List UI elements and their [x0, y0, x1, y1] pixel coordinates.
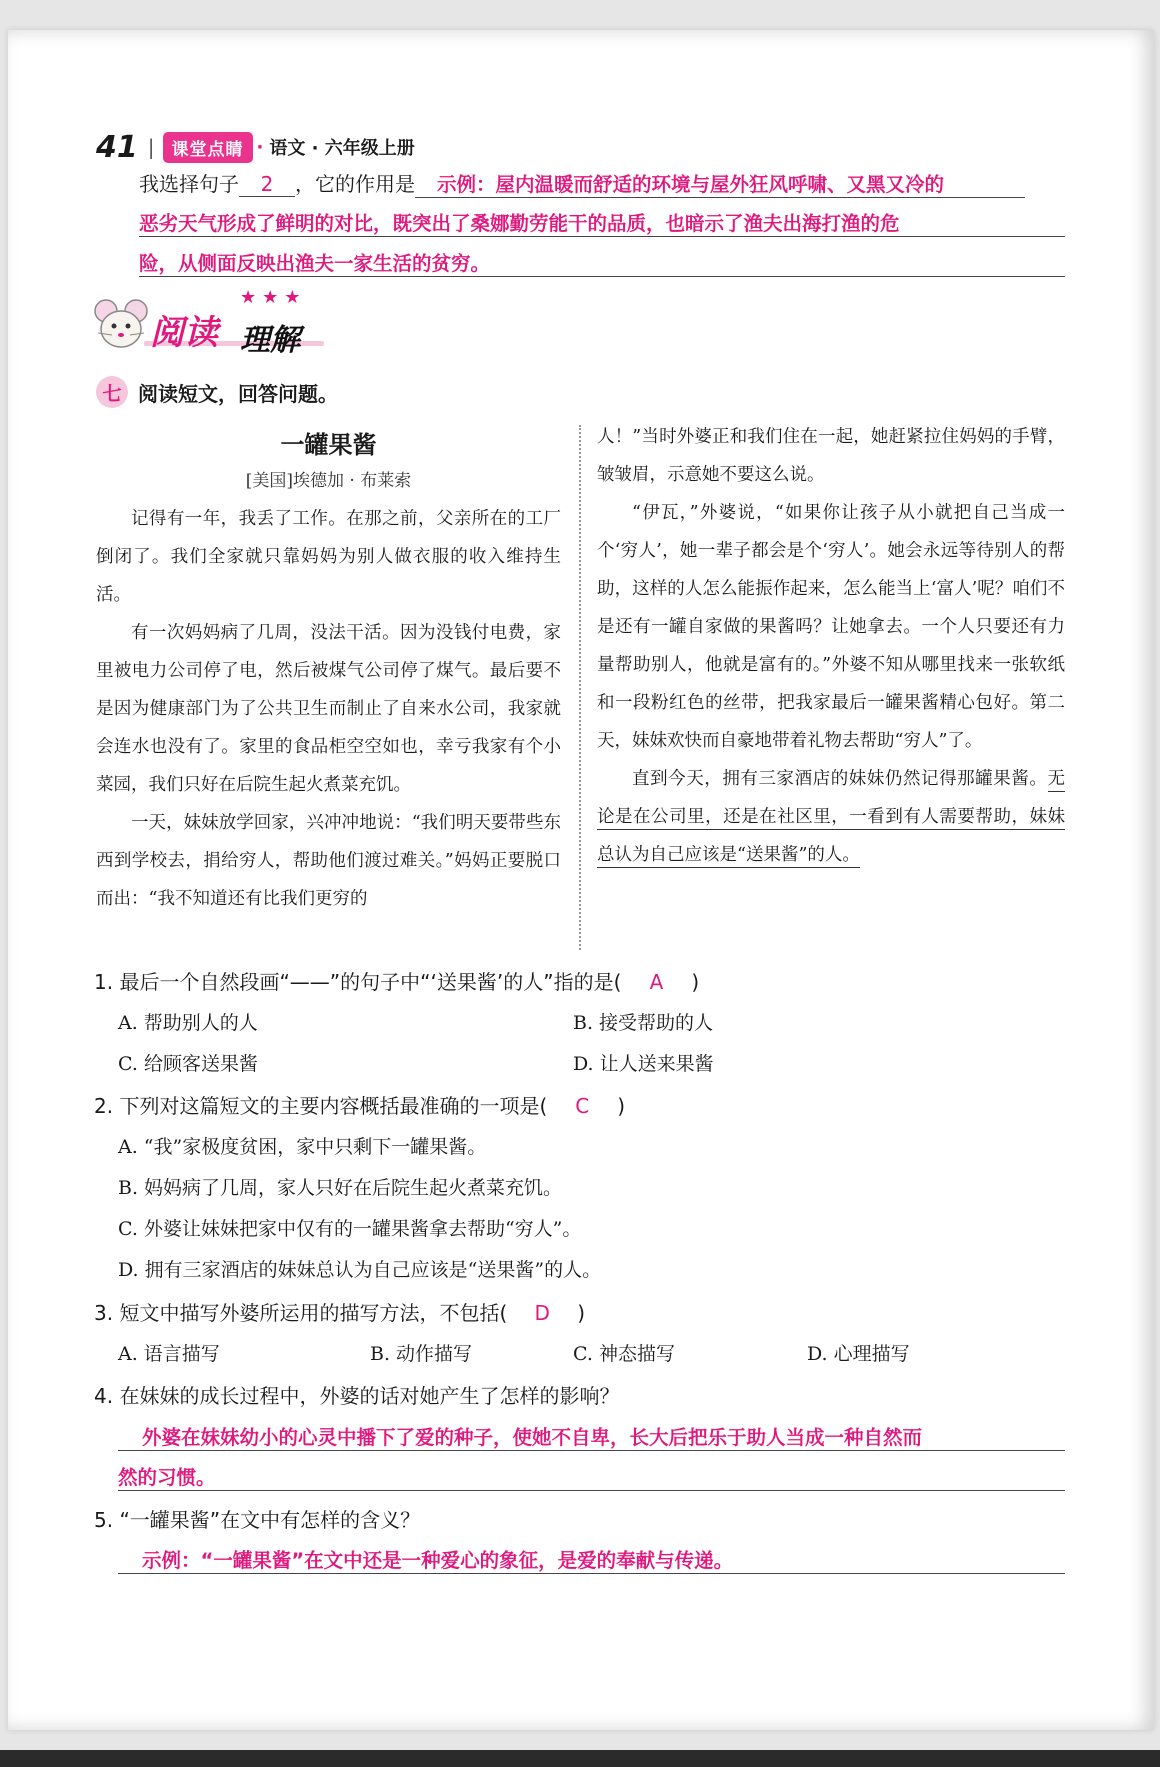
question-3: [94, 1297, 585, 1326]
question-4-text: 4. 在妹妹的成长过程中，外婆的话对她产生了怎样的影响？: [94, 1384, 620, 1408]
mouse-mascot-icon: [92, 295, 152, 355]
header-dot: ·: [256, 136, 264, 158]
top-answer-choice: 2: [239, 172, 295, 197]
question-4-answer-line1: 外婆在妹妹幼小的心灵中播下了爱的种子，使她不自卑，长大后把乐于助人当成一种自然而: [118, 1422, 1065, 1451]
question-5-answer-line1: 示例：“一罐果酱”在文中还是一种爱心的象征，是爱的奉献与传递。: [118, 1545, 1065, 1574]
question-3-close: ): [577, 1301, 586, 1325]
column-divider: [579, 425, 581, 950]
question-block-number: 七: [96, 376, 128, 408]
question-2-option-b: B. 妈妈病了几周，家人只好在后院生起火煮菜充饥。: [118, 1177, 563, 1199]
article-last-paragraph: [597, 760, 1065, 874]
article-paragraph: 有一次妈妈病了几周，没法干活。因为没钱付电费，家里被电力公司停了电，然后被煤气公司停了煤气。最后要不是因为健康部门为了公共卫生而制止了自来水公司，我家就会连水也没有了。家里的食品柜空空如也，幸亏我家有个小菜园，我们只好在后院生起火煮菜充饥。: [96, 623, 561, 795]
article-paragraph-continued: 人！”当时外婆正和我们住在一起，她赶紧拉住妈妈的手臂，皱皱眉，示意她不要这么说。: [597, 427, 1065, 485]
question-3-option-a: A. 语言描写: [118, 1343, 220, 1365]
difficulty-stars: ★★★: [240, 287, 307, 308]
question-2-close: ): [617, 1094, 626, 1118]
header-separator: |: [147, 135, 155, 159]
last-paragraph-start: 直到今天，拥有三家酒店的妹妹仍然记得那罐果酱。: [632, 769, 1048, 789]
question-1-text: 1. 最后一个自然段画“——”的句子中“‘送果酱’的人”指的是(: [94, 970, 622, 994]
question-3-option-c: C. 神态描写: [573, 1343, 675, 1365]
question-2-option-a: A. “我”家极度贫困，家中只剩下一罐果酱。: [118, 1136, 487, 1158]
top-answer-line3: 险，从侧面反映出渔夫一家生活的贫穷。: [139, 248, 1065, 277]
question-4-answer-line2: 然的习惯。: [118, 1462, 1065, 1491]
header-badge: 课堂点睛: [163, 132, 253, 163]
question-block-heading: [96, 376, 338, 408]
article-left-column: [96, 500, 561, 918]
question-1-answer: A: [649, 970, 664, 994]
question-1-option-a: A. 帮助别人的人: [118, 1012, 258, 1034]
page-number: 41: [96, 129, 138, 165]
article-paragraph: “伊瓦，”外婆说，“如果你让孩子从小就把自己当成一个‘穷人’，她一辈子都会是个‘穷人’。她会永远等待别人的帮助，这样的人怎么能振作起来，怎么能当上‘富人’呢？咱们不是还有一罐自家做的果酱吗？让她拿去。一个人只要还有力量帮助别人，他就是富有的。”外婆不知从哪里找来一张软纸和一段粉红色的丝带，把我家最后一罐果酱精心包好。第二天，妹妹欢快而自豪地带着礼物去帮助“穷人”了。: [597, 503, 1065, 751]
underlined-sentence: 无论是在公司里，还是在社区里，一看到有人需要帮助，妹妹总认为自己应该是“送果酱”的人。: [597, 769, 1065, 868]
question-2-text: 2. 下列对这篇短文的主要内容概括最准确的一项是(: [94, 1094, 548, 1118]
question-1-option-d: D. 让人送来果酱: [573, 1053, 714, 1075]
top-answer-text1: 示例：屋内温暖而舒适的环境与屋外狂风呼啸、又黑又冷的: [415, 169, 1025, 198]
page-header: [96, 130, 415, 164]
question-3-option-d: D. 心理描写: [807, 1343, 910, 1365]
article-title: 一罐果酱: [280, 431, 377, 459]
question-3-option-b: B. 动作描写: [370, 1343, 473, 1365]
top-answer-prefix: 我选择句子: [139, 172, 239, 196]
question-1-close: ): [691, 970, 700, 994]
question-2-option-c: C. 外婆让妹妹把家中仅有的一罐果酱拿去帮助“穷人”。: [118, 1218, 582, 1240]
article-paragraph: 记得有一年，我丢了工作。在那之前，父亲所在的工厂倒闭了。我们全家就只靠妈妈为别人做衣服的收入维持生活。: [96, 509, 561, 605]
bottom-edge: [0, 1750, 1160, 1767]
question-2: [94, 1090, 625, 1119]
section-title: [92, 287, 332, 358]
question-block-instruction: 阅读短文，回答问题。: [138, 381, 338, 406]
question-1-option-c: C. 给顾客送果酱: [118, 1053, 258, 1075]
top-answer-line1: [139, 168, 1025, 198]
question-2-option-d: D. 拥有三家酒店的妹妹总认为自己应该是“送果酱”的人。: [118, 1259, 602, 1281]
article-author: [美国]埃德加 · 布莱索: [245, 471, 412, 491]
question-1-option-b: B. 接受帮助的人: [573, 1012, 714, 1034]
question-5-text: 5. “一罐果酱”在文中有怎样的含义？: [94, 1508, 421, 1532]
section-title-reading: 阅读: [150, 313, 218, 353]
question-2-answer: C: [575, 1094, 590, 1118]
article-right-column: [597, 418, 1065, 874]
top-answer-middle: ，它的作用是: [295, 172, 415, 196]
question-1: [94, 966, 699, 995]
question-3-answer: D: [534, 1301, 550, 1325]
header-title: 语文 · 六年级上册: [269, 138, 415, 159]
article-paragraph: 一天，妹妹放学回家，兴冲冲地说：“我们明天要带些东西到学校去，捐给穷人，帮助他们渡过难关。”妈妈正要脱口而出：“我不知道还有比我们更穷的: [96, 813, 561, 909]
question-3-text: 3. 短文中描写外婆所运用的描写方法，不包括(: [94, 1301, 508, 1325]
top-answer-line2: 恶劣天气形成了鲜明的对比，既突出了桑娜勤劳能干的品质，也暗示了渔夫出海打渔的危: [139, 208, 1065, 237]
section-title-comprehension: 理解: [240, 323, 300, 358]
